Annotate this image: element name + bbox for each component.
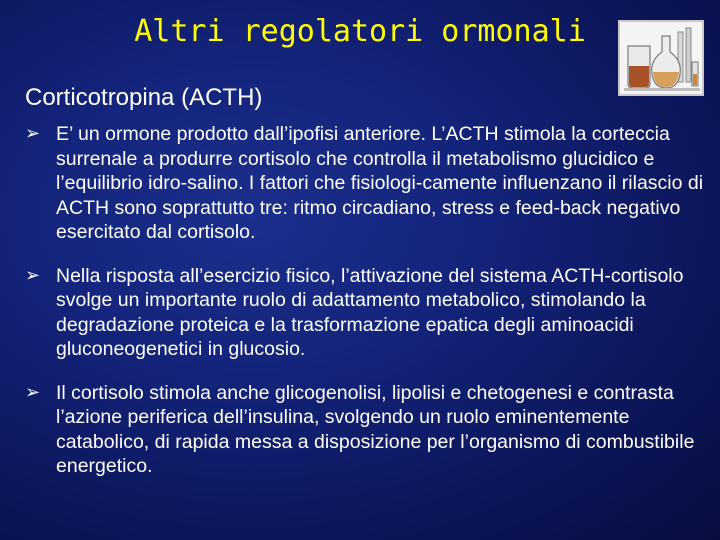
- beaker-flask-icon: [620, 22, 702, 94]
- bullet-text: Il cortisolo stimola anche glicogenolisi, lipolisi e chetogenesi e contrasta l’azione periferica dell’insulina, svolgendo un ruolo eminentemente catabolico, di rapida messa a disposizione per l’organismo di combustibile energetico.: [56, 381, 695, 477]
- arrow-bullet-icon: ➢: [25, 123, 41, 144]
- bullet-item: [25, 381, 715, 479]
- bullet-item: [25, 264, 715, 362]
- arrow-bullet-icon: ➢: [25, 381, 41, 403]
- bullet-text: E’ un ormone prodotto dall’ipofisi anteriore. L’ACTH stimola la corteccia surrenale a produrre cortisolo che controlla il metabolismo glucidico e l’equilibrio idro-salino. I fattori che fisiologi-camente influenzano il rilascio di ACTH sono soprattutto tre: ritmo circadiano, stress e feed-back negativo esercitato dal cortisolo.: [56, 123, 704, 243]
- slide-subtitle: Corticotropina (ACTH): [25, 84, 263, 111]
- arrow-bullet-icon: ➢: [25, 264, 41, 286]
- lab-glassware-image: [618, 20, 704, 96]
- bullet-item: [25, 122, 715, 245]
- bullet-text: Nella risposta all’esercizio fisico, l’attivazione del sistema ACTH-cortisolo svolge un importante ruolo di adattamento metabolico, stimolando la degradazione proteica e la trasformazione epatica degli aminoacidi gluconeogenetici in glucosio.: [56, 264, 684, 360]
- bullet-list: [25, 122, 715, 479]
- slide-title: Altri regolatori ormonali: [134, 14, 586, 49]
